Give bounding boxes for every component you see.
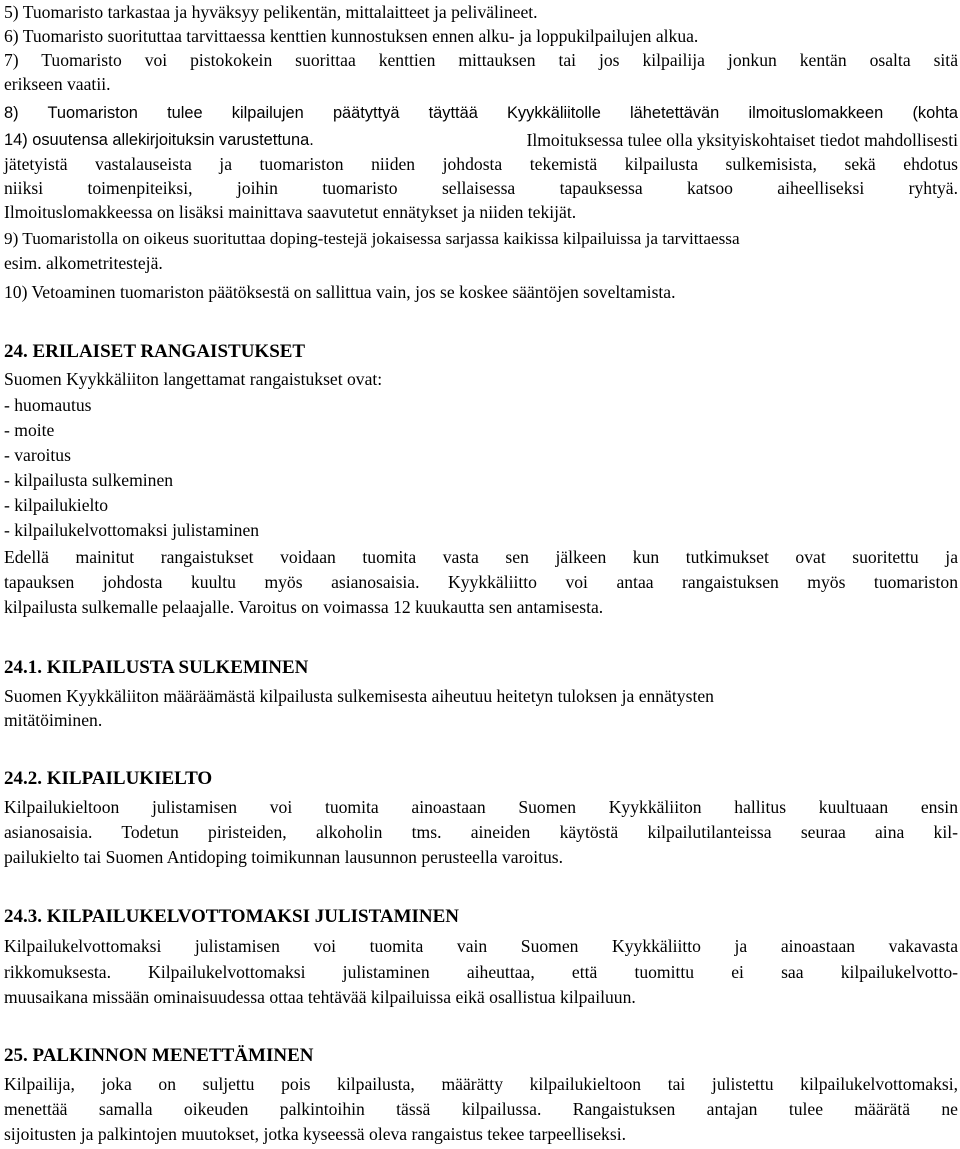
section-25-heading: 25. PALKINNON MENETTÄMINEN	[4, 1045, 314, 1066]
penalty-intro: Suomen Kyykkäliiton langettamat rangaistukset ovat:	[4, 369, 383, 389]
item-8-report-text-cont: jätetyistä vastalauseista ja tuomariston niiden johdosta tekemistä kilpailusta sulkemisista, sekä ehdotus	[4, 154, 958, 174]
item-9-text: 9) Tuomaristolla on oikeus suorituttaa doping-testejä jokaisessa sarjassa kaikissa kilpailuissa ja tarvittaessa	[4, 229, 740, 248]
section-24-2-paragraph-cont: pailukielto tai Suomen Antidoping toimikunnan lausunnon perusteella varoitus.	[4, 847, 564, 867]
item-5-text: 5) Tuomaristo tarkastaa ja hyväksyy pelikentän, mittalaitteet ja pelivälineet.	[4, 2, 538, 22]
penalty-list-item: - huomautus	[4, 395, 92, 415]
section-24-1-heading: 24.1. KILPAILUSTA SULKEMINEN	[4, 657, 309, 678]
penalty-list-item: - kilpailukelvottomaksi julistaminen	[4, 520, 260, 540]
section-24-paragraph: Edellä mainitut rangaistukset voidaan tuomita vasta sen jälkeen kun tutkimukset ovat suoritettu ja	[4, 547, 958, 567]
section-24-3-paragraph-cont: rikkomuksesta. Kilpailukelvottomaksi julistaminen aiheuttaa, että tuomittu ei saa kilpailukelvotto-	[4, 962, 958, 982]
section-24-3-heading: 24.3. KILPAILUKELVOTTOMAKSI JULISTAMINEN	[4, 906, 460, 927]
item-8-report-text-cont: Ilmoituslomakkeessa on lisäksi mainittava saavutetut ennätykset ja niiden tekijät.	[4, 202, 577, 222]
item-7-text-cont: erikseen vaatii.	[4, 74, 111, 94]
section-24-3-paragraph-cont: muusaikana missään ominaisuudessa ottaa tehtävää kilpailuissa eikä osallistua kilpailuun.	[4, 987, 636, 1007]
section-24-1-paragraph: Suomen Kyykkäliiton määräämästä kilpailusta sulkemisesta aiheutuu heitetyn tuloksen ja ennätysten	[4, 686, 714, 706]
item-8-text-cont: 14) osuutensa allekirjoituksin varustettuna.	[4, 131, 314, 149]
penalty-list-item: - varoitus	[4, 445, 71, 465]
section-24-1-paragraph-cont: mitätöiminen.	[4, 710, 103, 730]
section-24-2-paragraph: Kilpailukieltoon julistamisen voi tuomita ainoastaan Suomen Kyykkäliiton hallitus kuultuaan ensin	[4, 797, 958, 817]
section-24-2-paragraph-cont: asianosaisia. Todetun piristeiden, alkoholin tms. aineiden käytöstä kilpailutilanteissa seuraa aina kil-	[4, 822, 958, 842]
item-8-report-text: Ilmoituksessa tulee olla yksityiskohtaiset tiedot mahdollisesti	[526, 130, 958, 150]
section-25-paragraph-cont: menettää samalla oikeuden palkintoihin tässä kilpailussa. Rangaistuksen antajan tulee määrätä ne	[4, 1099, 958, 1119]
section-24-heading: 24. ERILAISET RANGAISTUKSET	[4, 341, 306, 362]
item-9-text-cont: esim. alkometritestejä.	[4, 253, 163, 273]
section-25-paragraph: Kilpailija, joka on suljettu pois kilpailusta, määrätty kilpailukieltoon tai julistettu kilpailukelvottomaksi,	[4, 1074, 958, 1094]
penalty-list-item: - kilpailusta sulkeminen	[4, 470, 174, 490]
section-25-paragraph-cont: sijoitusten ja palkintojen muutokset, jotka kyseessä oleva rangaistus tekee tarpeelliseksi.	[4, 1124, 626, 1144]
section-24-3-paragraph: Kilpailukelvottomaksi julistamisen voi tuomita vain Suomen Kyykkäliitto ja ainoastaan vakavasta	[4, 936, 958, 956]
item-6-text: 6) Tuomaristo suorituttaa tarvittaessa kenttien kunnostuksen ennen alku- ja loppukilpailujen alkua.	[4, 26, 699, 46]
item-10-text: 10) Vetoaminen tuomariston päätöksestä on sallittua vain, jos se koskee sääntöjen soveltamista.	[4, 282, 676, 302]
item-8-report-text-cont: niiksi toimenpiteiksi, joihin tuomaristo sellaisessa tapauksessa katsoo aiheelliseksi ryhtyä.	[4, 178, 958, 198]
penalty-list-item: - kilpailukielto	[4, 495, 109, 515]
item-8-text: 8) Tuomariston tulee kilpailujen päätyttyä täyttää Kyykkäliitolle lähetettävän ilmoituslomakkeen (kohta	[4, 104, 958, 122]
section-24-2-heading: 24.2. KILPAILUKIELTO	[4, 768, 213, 789]
section-24-paragraph-cont: kilpailusta sulkemalle pelaajalle. Varoitus on voimassa 12 kuukautta sen antamisesta.	[4, 597, 604, 617]
penalty-list-item: - moite	[4, 420, 55, 440]
item-7-text: 7) Tuomaristo voi pistokokein suorittaa kenttien mittauksen tai jos kilpailija jonkun kentän osalta sitä	[4, 50, 958, 70]
section-24-paragraph-cont: tapauksen johdosta kuultu myös asianosaisia. Kyykkäliitto voi antaa rangaistuksen myös tuomariston	[4, 572, 958, 592]
